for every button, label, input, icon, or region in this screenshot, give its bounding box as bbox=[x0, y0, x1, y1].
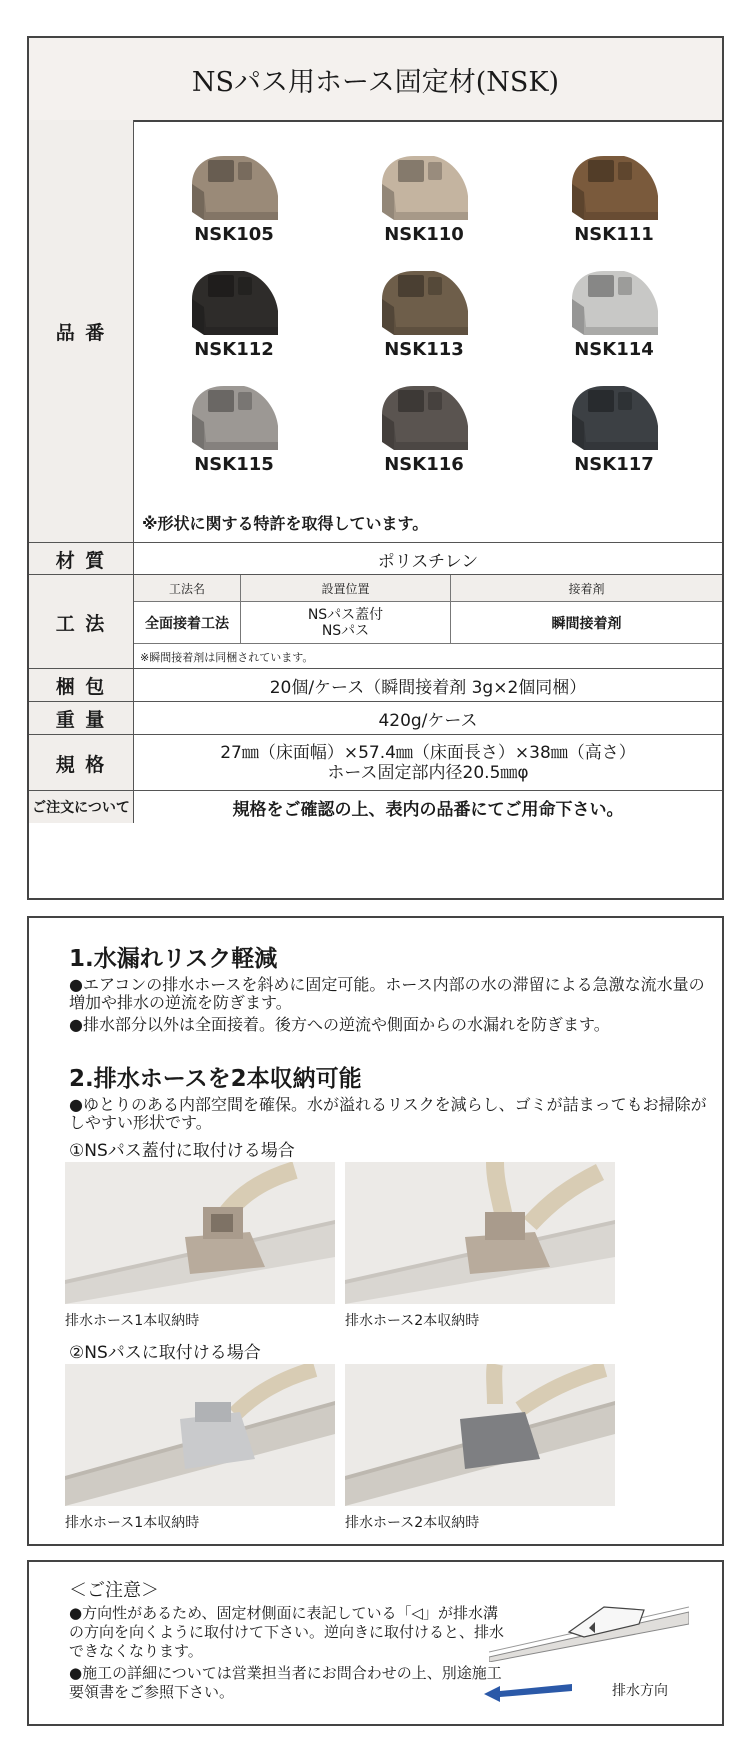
product-code: NSK112 bbox=[194, 339, 274, 360]
label-product: 品 番 bbox=[29, 120, 134, 542]
feature-bullet-3: ●ゆとりのある内部空間を確保。水が溢れるリスクを減らし、ゴミが詰まってもお掃除がしやすい形状です。 bbox=[69, 1095, 707, 1132]
product-item bbox=[164, 380, 304, 475]
caption-lid-two-hoses: 排水ホース2本収納時 bbox=[345, 1313, 480, 1329]
weight-value: 420g/ケース bbox=[378, 711, 478, 731]
drain-direction-label: 排水方向 bbox=[612, 1683, 668, 1699]
caption-base-two-hoses: 排水ホース2本収納時 bbox=[345, 1515, 480, 1531]
product-code: NSK113 bbox=[384, 339, 464, 360]
product-code: NSK115 bbox=[194, 454, 274, 475]
hose-holder-icon bbox=[374, 380, 474, 452]
hose-holder-icon bbox=[564, 150, 664, 222]
hose-holder-icon bbox=[374, 265, 474, 337]
product-grid bbox=[134, 120, 722, 542]
hose-holder-icon bbox=[564, 380, 664, 452]
notice-item-1: ●方向性があるため、固定材側面に表記している「◁」が排水溝の方向を向くように取付けて下さい。逆向きに取付けると、排水できなくなります。 bbox=[69, 1604, 505, 1660]
photo-base-one-hose bbox=[65, 1364, 335, 1506]
hose-holder-icon bbox=[184, 150, 284, 222]
hose-holder-icon bbox=[184, 380, 284, 452]
method-name: 全面接着工法 bbox=[134, 602, 241, 644]
order-value: 規格をご確認の上、表内の品番にてご用命下さい。 bbox=[232, 799, 624, 820]
method-row bbox=[29, 574, 722, 669]
method-note: ※瞬間接着剤は同梱されています。 bbox=[140, 650, 314, 664]
product-code: NSK116 bbox=[384, 454, 464, 475]
feature-heading-2: 2.排水ホースを2本収納可能 bbox=[69, 1066, 362, 1092]
notice-item-2: ●施工の詳細については営業担当者にお問合わせの上、別途施工要領書をご参照下さい。 bbox=[69, 1664, 502, 1701]
product-row bbox=[29, 120, 722, 542]
packing-row bbox=[29, 668, 722, 702]
product-code: NSK110 bbox=[384, 224, 464, 245]
material-value: ポリスチレン bbox=[377, 551, 479, 572]
method-header-position: 設置位置 bbox=[241, 575, 451, 602]
method-table bbox=[134, 575, 722, 669]
photo-base-two-hoses bbox=[345, 1364, 615, 1506]
product-item bbox=[544, 150, 684, 245]
method-header-name: 工法名 bbox=[134, 575, 241, 602]
size-line-2: ホース固定部内径20.5㎜φ bbox=[327, 763, 529, 783]
notice-title: ＜ご注意＞ bbox=[69, 1580, 159, 1601]
hose-holder-icon bbox=[184, 265, 284, 337]
hose-holder-icon bbox=[564, 265, 664, 337]
label-order: ご注文について bbox=[29, 791, 134, 823]
product-item bbox=[544, 265, 684, 360]
photo-lid-two-hoses bbox=[345, 1162, 615, 1304]
label-weight: 重 量 bbox=[29, 702, 134, 735]
weight-row bbox=[29, 701, 722, 735]
material-row bbox=[29, 542, 722, 575]
hose-holder-icon bbox=[374, 150, 474, 222]
product-item bbox=[354, 265, 494, 360]
label-method: 工 法 bbox=[29, 575, 134, 669]
size-line-1: 27㎜（床面幅）×57.4㎜（床面長さ）×38㎜（高さ） bbox=[220, 743, 636, 763]
case-2-title: ②NSパスに取付ける場合 bbox=[69, 1343, 261, 1363]
product-code: NSK114 bbox=[574, 339, 654, 360]
product-item bbox=[544, 380, 684, 475]
feature-bullet-2: ●排水部分以外は全面接着。後方への逆流や側面からの水漏れを防ぎます。 bbox=[69, 1015, 610, 1034]
feature-bullet-1: ●エアコンの排水ホースを斜めに固定可能。ホース内部の水の滞留による急激な流水量の増加や排水の逆流を防ぎます。 bbox=[69, 975, 705, 1012]
product-code: NSK111 bbox=[574, 224, 654, 245]
caption-lid-one-hose: 排水ホース1本収納時 bbox=[65, 1313, 200, 1329]
notice-box bbox=[27, 1560, 724, 1726]
product-item bbox=[354, 380, 494, 475]
direction-diagram bbox=[489, 1602, 689, 1662]
label-packing: 梱 包 bbox=[29, 669, 134, 702]
order-row bbox=[29, 790, 722, 899]
label-material: 材 質 bbox=[29, 543, 134, 575]
size-row bbox=[29, 734, 722, 791]
features-box bbox=[27, 916, 724, 1546]
product-code: NSK117 bbox=[574, 454, 654, 475]
packing-value: 20個/ケース（瞬間接着剤 3g×2個同梱） bbox=[269, 678, 587, 698]
case-1-title: ①NSパス蓋付に取付ける場合 bbox=[69, 1141, 295, 1161]
method-position: NSパス蓋付 NSパス bbox=[241, 602, 451, 644]
size-value bbox=[134, 735, 722, 791]
feature-heading-1: 1.水漏れリスク軽減 bbox=[69, 946, 278, 972]
drain-direction-arrow-icon bbox=[484, 1682, 574, 1702]
product-item bbox=[164, 150, 304, 245]
photo-lid-one-hose bbox=[65, 1162, 335, 1304]
product-item bbox=[354, 150, 494, 245]
method-adhesive: 瞬間接着剤 bbox=[451, 602, 722, 644]
method-header-adhesive: 接着剤 bbox=[451, 575, 722, 602]
spec-table bbox=[27, 36, 724, 900]
caption-base-one-hose: 排水ホース1本収納時 bbox=[65, 1515, 200, 1531]
patent-note: ※形状に関する特許を取得しています。 bbox=[142, 514, 429, 533]
product-code: NSK105 bbox=[194, 224, 274, 245]
label-size: 規 格 bbox=[29, 735, 134, 791]
product-item bbox=[164, 265, 304, 360]
spec-title: NSパス用ホース固定材(NSK) bbox=[29, 38, 722, 122]
